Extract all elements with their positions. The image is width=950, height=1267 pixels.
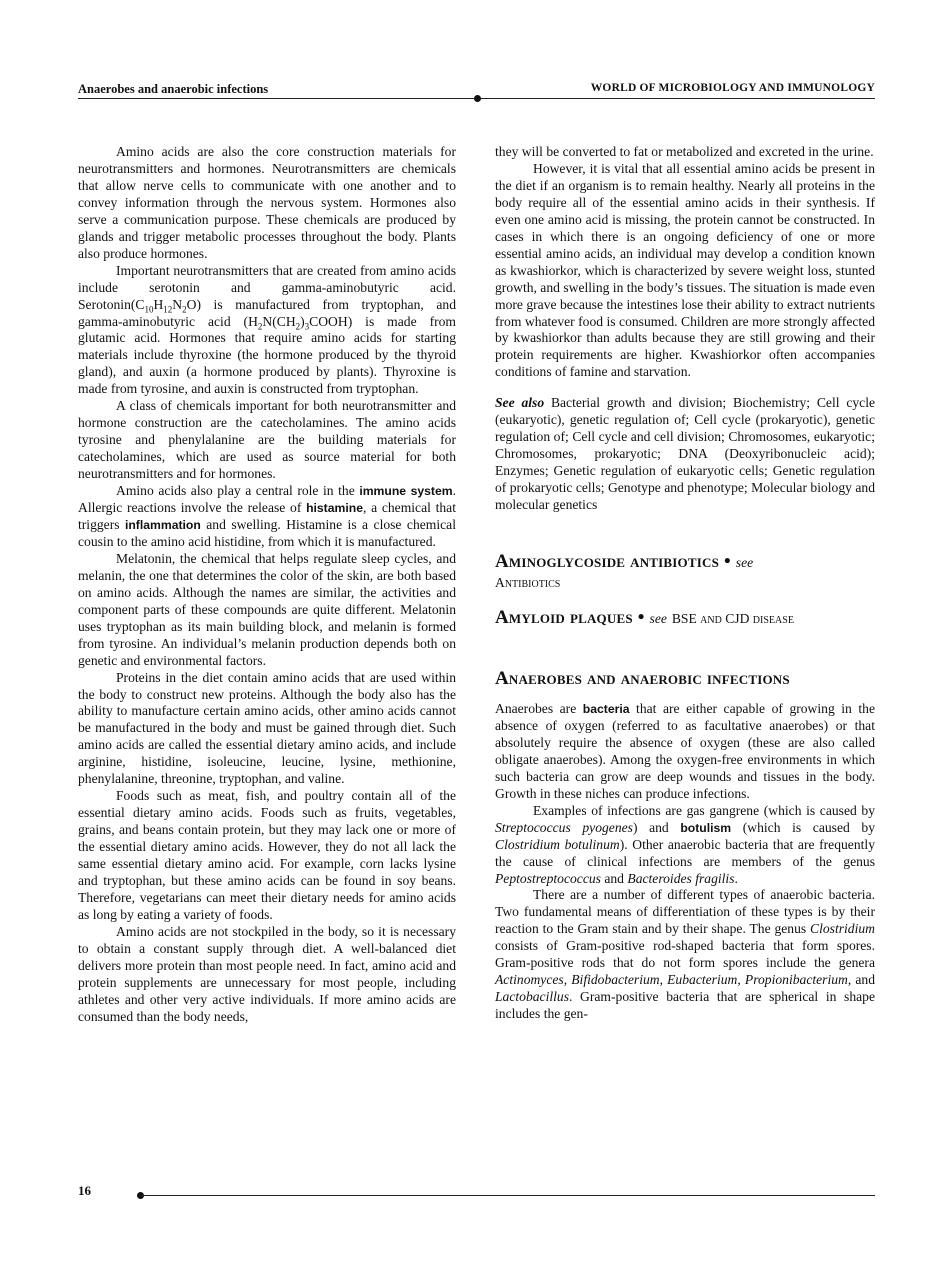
cross-reference-term[interactable]: histamine: [306, 501, 363, 516]
page-number: 16: [78, 1183, 91, 1198]
right-column: [495, 144, 875, 1023]
paragraph: Examples of infections are gas gangrene (which is caused by Streptococcus pyogenes) and botulism (which is caused by Clostridium botulinum). Other anaerobic bacteria that are frequently the cause of clinical infections are members of the genus Peptostreptococcus and Bacteroides fragilis.: [495, 802, 875, 886]
paragraph: Amino acids also play a central role in the immune system. Allergic reactions involve the release of histamine, a chemical that triggers inflammation and swelling. Histamine is a close chemical cousin to the amino acid histidine, from which it is manufactured.: [78, 483, 456, 549]
paragraph: Anaerobes are bacteria that are either capable of growing in the absence of oxygen (referred to as facultative anaerobes) or that absolutely require the absence of oxygen (these are also called obligate anaerobes). Among the oxygen-free environments in which such bacteria can grow are deep wounds and tissues in the body. Growth in these niches can produce infections.: [495, 700, 875, 801]
header-section-title: Anaerobes and anaerobic infections: [78, 82, 269, 96]
entry-heading-aminoglycoside: Aminoglycoside antibiotics • see: [495, 551, 754, 573]
paragraph: Foods such as meat, fish, and poultry contain all of the essential dietary amino acids. Foods such as fruits, vegetables, grains, and beans contain protein, but they may lack one or more of the essential dietary amino acids. However, they do not all lack the same essential dietary amino acid. For example, corn lacks lysine and tryptophan, but these amino acids can be found in soy beans. Therefore, vegetarians can meet their dietary needs for amino acids as long by eating a variety of foods.: [78, 788, 456, 922]
paragraph: Melatonin, the chemical that helps regulate sleep cycles, and melanin, the one that determines the color of the skin, are both based on amino acids. Although the names are similar, the activities and component parts of these compounds are quite different. Melatonin uses tryptophan as its main building block, and melanin is formed from tyrosine. An individual’s melanin production depends both on genetic and environmental factors.: [78, 550, 456, 668]
cross-reference-term[interactable]: inflammation: [124, 517, 201, 532]
see-also-label: See also: [495, 395, 545, 411]
paragraph: A class of chemicals important for both neurotransmitter and hormone construction are the catecholamines. The amino acids tyrosine and phenylalanine are the building materials for catecholamines, which are used as source material for both neurotransmitters and for hormones.: [78, 398, 456, 482]
header-bullet: [474, 95, 481, 102]
paragraph: However, it is vital that all essential amino acids be present in the diet if an organism is to remain healthy. Nearly all proteins in the body require all of the essential amino acids in their synthesis. If even one amino acid is missing, the protein cannot be constructed. In cases in which there is an ongoing deficiency of one or more essential amino acids, an individual may develop a condition known as kwashiorkor, which is characterized by severe weight loss, stunted growth, and swelling in the body’s tissues. The situation is made even more grave because the intestines lose their ability to extract nutrients from whatever food is consumed. Children are more strongly affected by kwashiorkor than adults because they are still growing and their protein requirements are higher. Kwashiorkor often accompanies conditions of famine and starvation.: [495, 160, 875, 380]
paragraph: they will be converted to fat or metabolized and excreted in the urine.: [495, 144, 874, 159]
entry-heading-amyloid: Amyloid plaques • see BSE and CJD disease: [495, 606, 794, 628]
paragraph: Amino acids are not stockpiled in the body, so it is necessary to obtain a constant supply through diet. A well-balanced diet delivers more protein than most people need. In fact, amino acid and protein supplements are unnecessary for most people, including athletes and other very active individuals. If more amino acids are consumed than the body needs,: [78, 923, 456, 1024]
cross-reference-term[interactable]: bacteria: [582, 701, 630, 716]
see-also-list: Bacterial growth and division; Biochemistry; Cell cycle (eukaryotic), genetic regulation of; Cell cycle (prokaryotic), genetic regulation of; Cell cycle and cell division; Chromosomes, eukaryotic; Chromosomes, prokaryotic; DNA (Deoxyribonucleic acid); Enzymes; Genetic regulation of eukaryotic cells; Genetic regulation of prokaryotic cells; Genotype and phenotype; Molecular biology and molecular genetics: [495, 395, 876, 513]
see-reference-bse[interactable]: BSE and CJD disease: [671, 610, 794, 626]
paragraph: There are a number of different types of anaerobic bacteria. Two fundamental means of differentiation of these types is by their reaction to the Gram stain and by their shape. The genus Clostridium consists of Gram-positive rod-shaped bacteria that form spores. Gram-positive rods that do not form spores include the genera Actinomyces, Bifidobacterium, Eubacterium, Propionibacterium, and Lactobacillus. Gram-positive bacteria that are spherical in shape includes the gen-: [495, 887, 875, 1022]
header-book-title: WORLD OF MICROBIOLOGY AND IMMUNOLOGY: [590, 82, 875, 94]
see-also: [495, 395, 875, 514]
left-column: [78, 144, 456, 1026]
footer-rule: [140, 1195, 875, 1196]
see-reference-antibiotics[interactable]: Antibiotics: [495, 575, 561, 591]
entry-heading-anaerobes: Anaerobes and anaerobic infections: [495, 667, 790, 689]
cross-reference-term[interactable]: botulism: [680, 820, 732, 835]
paragraph: Amino acids are also the core construction materials for neurotransmitters and hormones. Neurotransmitters are chemicals that allow nerve cells to communicate with one another and to convey information through the nervous system. Hormones also serve a communication purpose. These chemicals are produced by glands and trigger metabolic processes throughout the body. Plants also produce hormones.: [78, 144, 456, 261]
cross-reference-term[interactable]: immune system: [359, 484, 453, 499]
paragraph: Important neurotransmitters that are created from amino acids include serotonin and gamma-aminobutyric acid. $Serotonin(C_{10}H_{12}N_2O)$ is manufactured from tryptophan, and gamma-aminobutyric acid $(H_2N(CH_2)_3COOH)$ is made from glutamic acid. Hormones that require amino acids for starting materials include thyroxine (the hormone produced by the thyroid gland), and auxin (a hormone produced by plants). Thyroxine is made from tyrosine, and auxin is constructed from tryptophan.: [78, 262, 456, 397]
paragraph: Proteins in the diet contain amino acids that are used within the body to construct new proteins. Although the body also has the ability to manufacture certain amino acids, other amino acids cannot be manufactured in the body and must be gained through diet. Such amino acids are called the essential dietary amino acids, and include arginine, histidine, isoleucine, leucine, lysine, methionine, phenylalanine, threonine, tryptophan, and valine.: [78, 669, 456, 787]
